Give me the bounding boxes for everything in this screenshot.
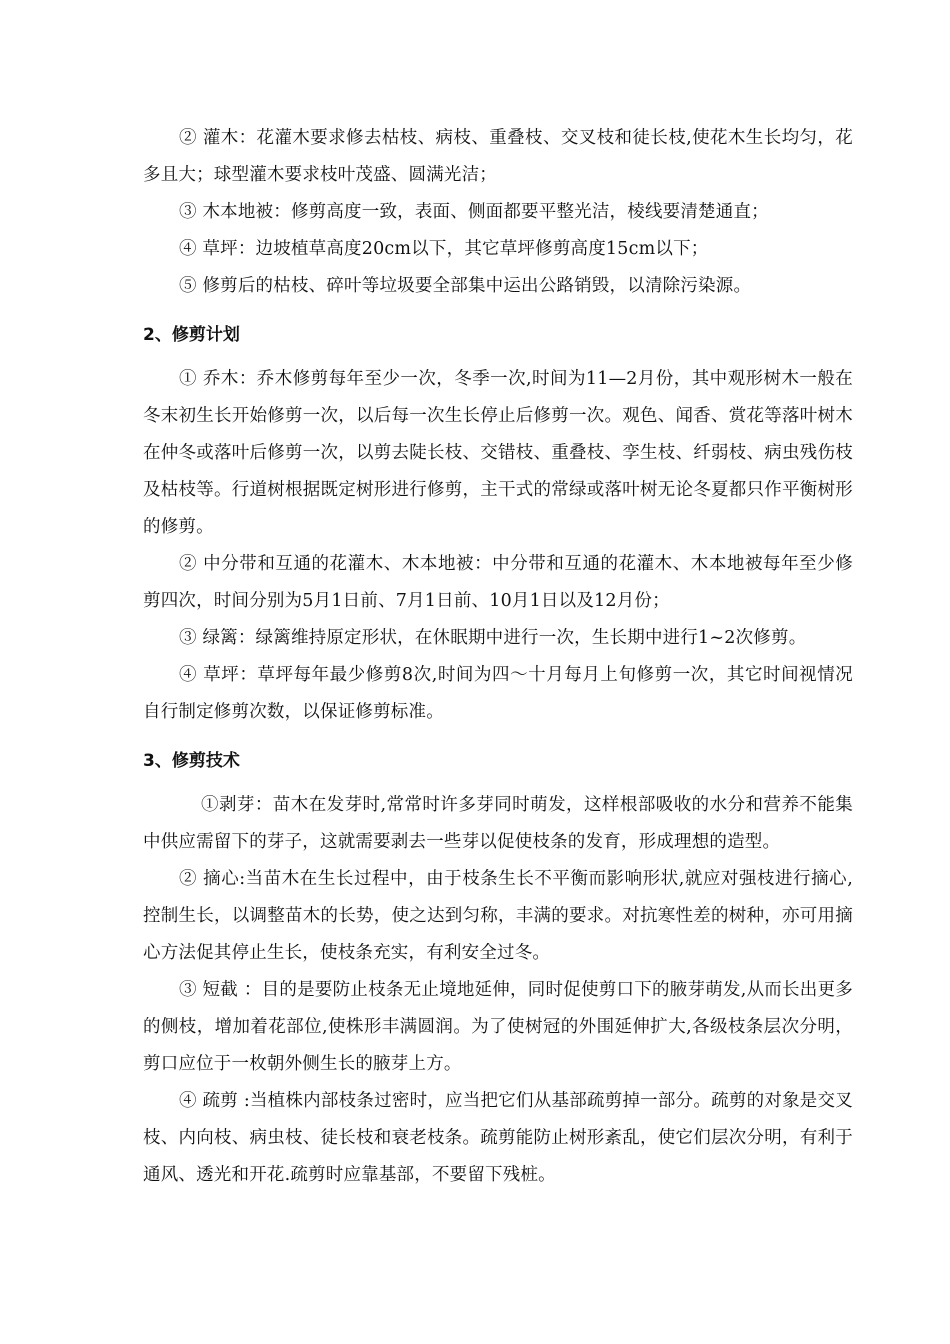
paragraph-waste-removal: ⑤ 修剪后的枯枝、碎叶等垃圾要全部集中运出公路销毁，以清除污染源。 [179,276,752,296]
paragraph-pinching: ② 摘心:当苗木在生长过程中，由于枝条生长不平衡而影响形状,就应对强枝进行摘心,控制生长，以调整苗木的长势，使之达到匀称，丰满的要求。对抗寒性差的树种，亦可用摘心方法促其停止生长，使枝条充实，有利安全过冬。 [143,869,853,963]
paragraph-disbudding: ①剥芽：苗木在发芽时,常常时许多芽同时萌发，这样根部吸收的水分和营养不能集中供应需留下的芽子，这就需要剥去一些芽以促使枝条的发育，形成理想的造型。 [143,795,853,852]
paragraph-heading-back: ③ 短截 ：目的是要防止枝条无止境地延伸，同时促使剪口下的腋芽萌发,从而长出更多的侧枝，增加着花部位,使株形丰满圆润。为了使树冠的外围延伸扩大,各级枝条层次分明，剪口应位于一枚朝外侧生长的腋芽上方。 [143,980,853,1074]
paragraph-ground-cover: ③ 木本地被：修剪高度一致，表面、侧面都要平整光洁，棱线要清楚通直； [179,202,769,222]
paragraph-thinning: ④ 疏剪 :当植株内部枝条过密时，应当把它们从基部疏剪掉一部分。疏剪的对象是交叉枝、内向枝、病虫枝、徒长枝和衰老枝条。疏剪能防止树形紊乱，使它们层次分明，有利于通风、透光和开花.疏剪时应靠基部，不要留下残桩。 [143,1091,853,1185]
paragraph-shrubs: ② 灌木：花灌木要求修去枯枝、病枝、重叠枝、交叉枝和徒长枝,使花木生长均匀，花多且大；球型灌木要求枝叶茂盛、圆满光洁； [143,128,853,185]
section-heading-pruning-plan: 2、修剪计划 [143,325,240,345]
paragraph-hedges: ③ 绿篱：绿篱维持原定形状，在休眠期中进行一次，生长期中进行1~2次修剪。 [179,628,807,648]
paragraph-lawn-schedule: ④ 草坪：草坪每年最少修剪8次,时间为四～十月每月上旬修剪一次，其它时间视情况自行制定修剪次数，以保证修剪标准。 [143,665,853,722]
section-heading-pruning-technique: 3、修剪技术 [143,751,240,771]
paragraph-median-shrubs: ② 中分带和互通的花灌木、木本地被：中分带和互通的花灌木、木本地被每年至少修剪四次，时间分别为5月1日前、7月1日前、10月1日以及12月份； [143,554,853,611]
document-body [143,120,853,1194]
paragraph-lawn-height: ④ 草坪：边坡植草高度20cm以下，其它草坪修剪高度15cm以下； [179,239,709,259]
paragraph-trees: ① 乔木：乔木修剪每年至少一次，冬季一次,时间为11—2月份，其中观形树木一般在冬末初生长开始修剪一次，以后每一次生长停止后修剪一次。观色、闻香、赏花等落叶树木在仲冬或落叶后修剪一次，以剪去陡长枝、交错枝、重叠枝、孪生枝、纤弱枝、病虫残伤枝及枯枝等。行道树根据既定树形进行修剪，主干式的常绿或落叶树无论冬夏都只作平衡树形的修剪。 [143,369,853,537]
